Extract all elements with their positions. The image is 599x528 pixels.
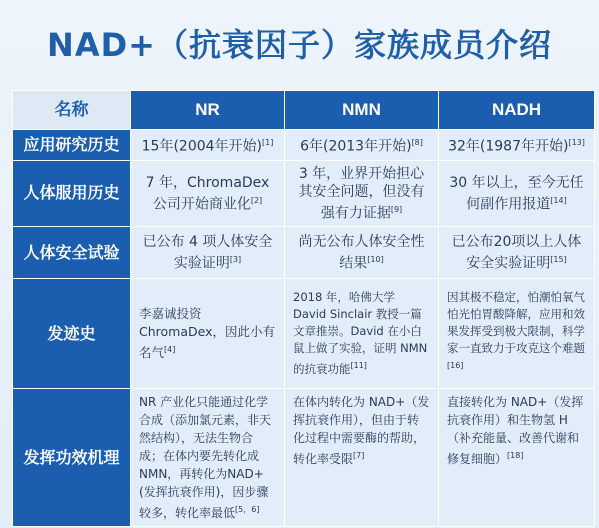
table-cell: 直接转化为 NAD+（发挥抗衰作用）和生物氢 H（补充能量、改善代谢和修复细胞）[18] bbox=[439, 389, 595, 527]
row-label: 人体安全试验 bbox=[13, 227, 131, 279]
comparison-table bbox=[12, 90, 595, 527]
header-nr: NR bbox=[131, 91, 285, 130]
table-row bbox=[13, 160, 595, 227]
table-row bbox=[13, 279, 595, 389]
table-cell: 15年(2004年开始)[1] bbox=[131, 130, 285, 161]
table-cell: 李嘉诚投资ChromaDex，因此小有名气[4] bbox=[131, 279, 285, 389]
header-nadh: NADH bbox=[439, 91, 595, 130]
table-cell: 7 年，ChromaDex公司开始商业化[2] bbox=[131, 160, 285, 227]
row-label: 发挥功效机理 bbox=[13, 389, 131, 527]
table-cell: 2018 年，哈佛大学 David Sinclair 教授一篇文章推崇。David 在小白鼠上做了实验，证明 NMN 的抗衰功能[11] bbox=[285, 279, 439, 389]
table-row bbox=[13, 130, 595, 161]
table-cell: 因其极不稳定，怕潮怕氧气怕光怕胃酸降解，应用和效果发挥受到极大限制，科学家一直致力于攻克这个难题[16] bbox=[439, 279, 595, 389]
table-cell: 6年(2013年开始)[8] bbox=[285, 130, 439, 161]
table-cell: 尚无公布人体安全性结果[10] bbox=[285, 227, 439, 279]
table-cell: 在体内转化为 NAD+（发挥抗衰作用），但由于转化过程中需要酶的帮助，转化率受限[7] bbox=[285, 389, 439, 527]
table-cell: 30 年以上，至今无任何副作用报道[14] bbox=[439, 160, 595, 227]
page-title: NAD+（抗衰因子）家族成员介绍 bbox=[47, 26, 552, 64]
table-cell: 已公布 4 项人体安全实验证明[3] bbox=[131, 227, 285, 279]
header-corner: 名称 bbox=[13, 91, 131, 130]
table-row bbox=[13, 389, 595, 527]
table-cell: 3 年，业界开始担心其安全问题，但没有强有力证据[9] bbox=[285, 160, 439, 227]
table-row bbox=[13, 227, 595, 279]
header-nmn: NMN bbox=[285, 91, 439, 130]
table-cell: 32年(1987年开始)[13] bbox=[439, 130, 595, 161]
table-cell: NR 产业化只能通过化学合成（添加氯元素，非天然结构），无法生物合成；在体内要先转化成NMN，再转化为NAD+(发挥抗衰作用)，因步骤较多，转化率最低[5，6] bbox=[131, 389, 285, 527]
table-cell: 已公布20项以上人体安全实验证明[15] bbox=[439, 227, 595, 279]
row-label: 发迹史 bbox=[13, 279, 131, 389]
row-label: 人体服用历史 bbox=[13, 160, 131, 227]
row-label: 应用研究历史 bbox=[13, 130, 131, 161]
table-header-row bbox=[13, 91, 595, 130]
